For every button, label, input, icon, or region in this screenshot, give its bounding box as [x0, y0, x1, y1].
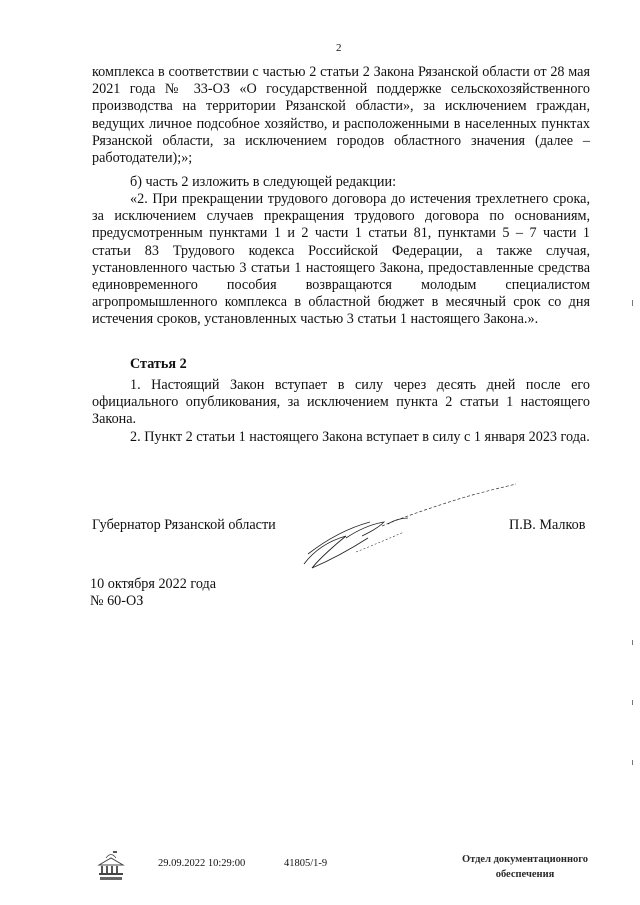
- signatory-name: П.В. Малков: [509, 517, 586, 533]
- paragraph-text: 2. Пункт 2 статьи 1 настоящего Закона вступает в силу с 1 января 2023 года.: [130, 429, 590, 445]
- handwritten-signature: [286, 478, 526, 578]
- scan-edge-mark: [632, 640, 633, 645]
- article-heading: Статья 2: [130, 356, 187, 372]
- paragraph-new-wording: [92, 191, 590, 329]
- law-number: № 60-ОЗ: [90, 593, 144, 609]
- footer-registration-code: 41805/1-9: [284, 858, 328, 869]
- page-number: 2: [336, 42, 342, 54]
- paragraph-text: комплекса в соответствии с частью 2 статьи 2 Закона Рязанской области от 28 мая 2021 года № 33-ОЗ «О государственной поддержке сельскохозяйственного производства на территории Рязанской области», за исключением граждан, ведущих личное подсобное хозяйство, и расположенными в населенных пунктах Рязанской области, за исключением городов областного значения (далее – работодатели);»;: [92, 64, 590, 167]
- department-stamp-line2: обеспечения: [495, 869, 555, 880]
- paragraph-amendment-intro: [92, 174, 590, 191]
- paragraph-continuation: [92, 64, 590, 167]
- duma-emblem-icon: [96, 849, 126, 883]
- paragraph-text: «2. При прекращении трудового договора до истечения трехлетнего срока, за исключением случаев прекращения трудового договора по основаниям, предусмотренным пунктами 1 и 2 части 1 статьи 81, пунктами 5 – 7 части 1 статьи 83 Трудового кодекса Российской Федерации, а также случая, установленного частью 3 статьи 1 настоящего Закона, предоставленные средства единовременного пособия возвращаются молодым специалистом агропромышленного комплекса в областной бюджет в месячный срок со дня истечения сроков, установленных частью 3 статьи 1 настоящего Закона.».: [92, 191, 590, 328]
- scan-edge-mark: [632, 700, 633, 705]
- scan-edge-mark: [632, 760, 633, 765]
- paragraph-article2-item1: [92, 377, 590, 429]
- signatory-title: Губернатор Рязанской области: [92, 517, 276, 533]
- paragraph-article2-item2: [92, 429, 590, 446]
- paragraph-text: б) часть 2 изложить в следующей редакции:: [130, 174, 397, 190]
- scan-edge-mark: [632, 300, 633, 306]
- footer-timestamp: 29.09.2022 10:29:00: [158, 858, 246, 869]
- department-stamp: [450, 852, 600, 882]
- department-stamp-line1: Отдел документационного: [461, 854, 589, 865]
- paragraph-text: 1. Настоящий Закон вступает в силу через десять дней после его официального опубликования, за исключением пункта 2 статьи 1 настоящего Закона.: [92, 377, 590, 428]
- law-date: 10 октября 2022 года: [90, 576, 217, 592]
